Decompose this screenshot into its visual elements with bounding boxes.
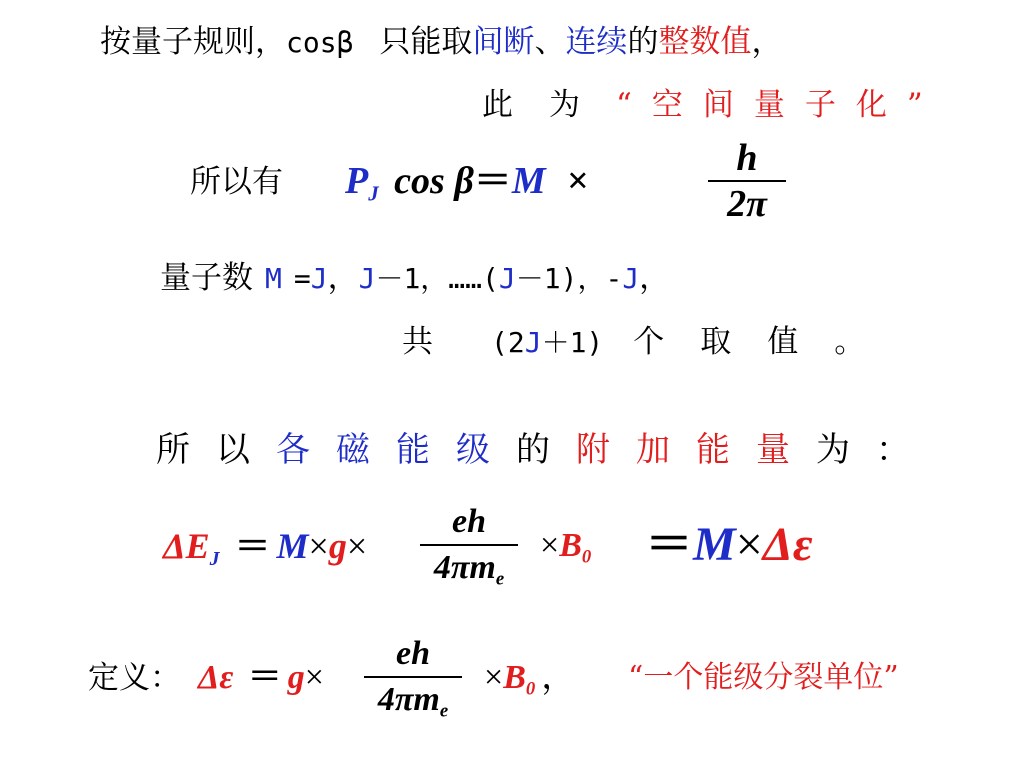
rule-line [100, 22, 782, 63]
energy-intro-line: 所以各磁能级的附加能量为： [156, 430, 936, 470]
quantum-j-2: J [358, 262, 376, 295]
discrete-word: 间断 [472, 24, 535, 60]
cos-symbol: cos [394, 160, 445, 202]
integer-word: 整数值 [658, 24, 752, 60]
rule-prefix: 按量子规则， [100, 24, 286, 60]
g-factor: g [328, 526, 347, 566]
quantum-number-line: 量子数 M =J，J－1，……(J－1)，-J， [160, 260, 671, 296]
projection-formula [345, 156, 589, 218]
rule-de: 的 [627, 24, 659, 60]
total-j: J [524, 326, 542, 359]
b0-term: $\times B_0$ [540, 527, 592, 568]
definition-fraction [364, 632, 462, 734]
g-factor-def: g [287, 659, 305, 696]
rule-mid: 只能取 [379, 24, 473, 60]
b0-symbol: $B_0$ [559, 527, 592, 568]
energy-formula-left: $\Delta E_J = M\times g\times$ [163, 526, 368, 570]
continuous-word: 连续 [565, 24, 628, 60]
p-j-symbol: $P_J$ [345, 160, 379, 206]
definition-formula-left: Δε ＝ g× [198, 659, 324, 696]
quantum-label: 量子数 [160, 260, 253, 296]
h-over-2pi-fraction [708, 136, 786, 226]
equals-sign: ＝ [473, 160, 512, 202]
additional-energy-word: 附加能量 [576, 430, 816, 470]
delta-e-symbol: $\Delta E_J$ [163, 526, 220, 570]
rule-sep: 、 [534, 24, 566, 60]
m-symbol-3: M [693, 518, 736, 571]
m-symbol: M [511, 160, 546, 202]
quantum-j-4: J [622, 262, 640, 295]
times-sign: × [567, 160, 589, 202]
delta-epsilon-def: Δε [198, 659, 234, 696]
eh-over-4pime-fraction [420, 500, 518, 602]
fraction-numerator: h [736, 137, 758, 179]
delta-epsilon-symbol: Δε [762, 518, 813, 571]
magnetic-levels-word: 各磁能级 [276, 430, 516, 470]
quantum-j-1: J [310, 262, 328, 295]
gong-text: 共 [402, 324, 433, 360]
fraction-denominator-3: $4\pi m_e$ [377, 681, 449, 722]
splitting-unit-note: “一个能级分裂单位” [628, 660, 899, 695]
fraction-denominator: 2π [727, 183, 767, 225]
definition-b0-term: $\times B_0$ ， [484, 659, 576, 700]
ci-wei-text: 此为 [482, 87, 616, 123]
energy-formula-right: ＝M×Δε [645, 518, 813, 571]
beta-symbol: β [454, 160, 474, 202]
quantum-m: M [265, 262, 282, 295]
space-quantization-line [482, 85, 943, 125]
m-symbol-2: M [276, 526, 309, 566]
space-quantization-quote: “空间量子化” [616, 87, 943, 123]
so-have-label: 所以有 [190, 164, 283, 200]
quantum-j-3: J [498, 262, 516, 295]
definition-label: 定义： [88, 660, 181, 696]
rule-comma: ， [751, 24, 783, 60]
fraction-denominator-2: $4\pi m_e$ [433, 549, 505, 590]
fraction-numerator-3: eh [396, 635, 430, 672]
cos-beta-text: cosβ [286, 26, 354, 59]
fraction-numerator-2: eh [452, 503, 486, 540]
values-count-text: 个取值。 [633, 324, 902, 360]
b0-symbol-def: $B_0$ [503, 659, 536, 700]
equals-sign-2: ＝ [234, 526, 271, 566]
total-values-line: 共 (2J＋1) 个取值。 [402, 324, 902, 360]
